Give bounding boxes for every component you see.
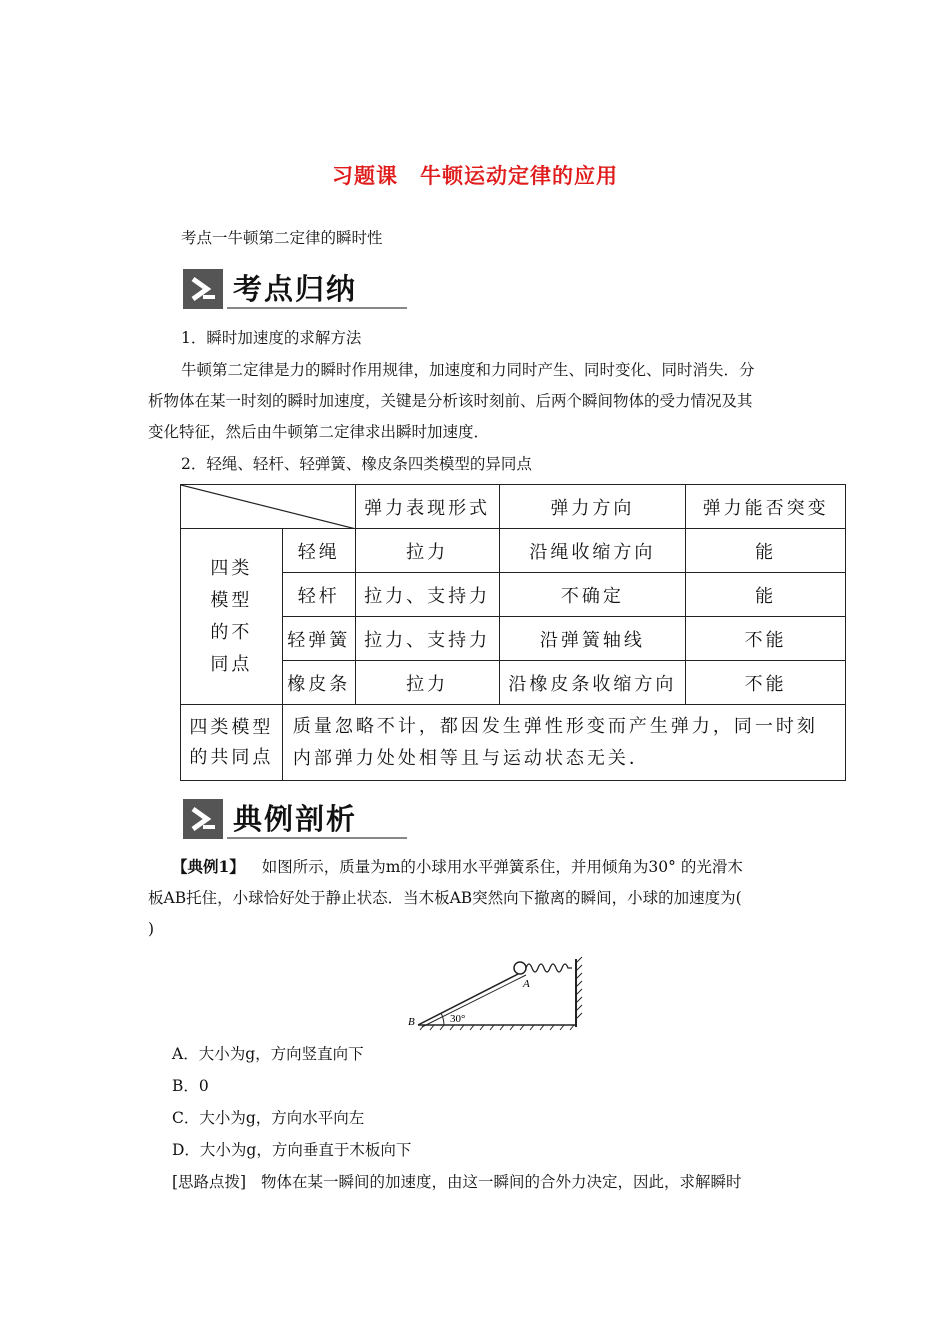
example-tag: 【典例1】 [172, 857, 245, 876]
banner-key-points [181, 265, 411, 313]
chevron-right-icon [183, 269, 223, 309]
item1-heading: 1．瞬时加速度的求解方法 [181, 329, 362, 347]
column-header: 弹力能否突变 [686, 485, 846, 529]
diagonal-corner-cell [181, 485, 356, 529]
common-label-cell [181, 705, 283, 781]
force-direction: 沿橡皮条收缩方向 [499, 661, 686, 705]
sudden-change: 能 [686, 529, 846, 573]
force-direction: 沿弹簧轴线 [499, 617, 686, 661]
banner-title: 典例剖析 [233, 802, 358, 836]
option-d: D．大小为g，方向垂直于木板向下 [172, 1141, 412, 1159]
hint-line [172, 1172, 742, 1192]
common-label-line: 四类模型 [189, 716, 274, 738]
force-direction: 沿绳收缩方向 [499, 529, 686, 573]
sudden-change: 不能 [686, 617, 846, 661]
models-table [180, 484, 846, 781]
hint-text: 物体在某一瞬间的加速度，由这一瞬间的合外力决定，因此，求解瞬时 [261, 1173, 742, 1191]
option-b: B．0 [172, 1077, 209, 1095]
common-text-line: 内部弹力处处相等且与运动状态无关． [292, 747, 650, 769]
banner-underline [227, 307, 407, 309]
force-form: 拉力、支持力 [355, 617, 499, 661]
model-name: 轻绳 [282, 529, 355, 573]
example-text: 如图所示，质量为m的小球用水平弹簧系住，并用倾角为30° 的光滑木 [261, 858, 743, 876]
item2-heading: 2．轻绳、轻杆、轻弹簧、橡皮条四类模型的异同点 [181, 455, 532, 473]
item1-line: 牛顿第二定律是力的瞬时作用规律，加速度和力同时产生、同时变化、同时消失．分 [181, 361, 755, 379]
sudden-change: 能 [686, 573, 846, 617]
column-header: 弹力方向 [499, 485, 686, 529]
option-c: C．大小为g，方向水平向左 [172, 1109, 365, 1127]
group-label-line: 同点 [210, 653, 253, 675]
item1-line: 变化特征，然后由牛顿第二定律求出瞬时加速度． [148, 423, 490, 441]
example-line [172, 857, 743, 877]
group-label-line: 四类 [210, 557, 253, 579]
incline-spring-figure [404, 955, 584, 1035]
sudden-change: 不能 [686, 661, 846, 705]
page-title: 习题课 牛顿运动定律的应用 [332, 164, 618, 188]
group-label-line: 模型 [210, 589, 253, 611]
common-text-cell [282, 705, 845, 781]
banner-underline [227, 837, 407, 839]
section-heading: 考点一牛顿第二定律的瞬时性 [181, 229, 383, 247]
force-form: 拉力、支持力 [355, 573, 499, 617]
model-name: 轻杆 [282, 573, 355, 617]
option-a: A．大小为g，方向竖直向下 [172, 1045, 364, 1063]
force-form: 拉力 [355, 529, 499, 573]
example-line: 板AB托住，小球恰好处于静止状态．当木板AB突然向下撤离的瞬间，小球的加速度为( [148, 889, 742, 907]
group-label-cell [181, 529, 283, 705]
point-a-label: A [523, 978, 530, 990]
common-label-line: 的共同点 [189, 746, 274, 768]
model-name: 橡皮条 [282, 661, 355, 705]
table-common-row [181, 705, 846, 781]
column-header: 弹力表现形式 [355, 485, 499, 529]
model-name: 轻弹簧 [282, 617, 355, 661]
point-b-label: B [408, 1016, 415, 1028]
banner-examples [181, 795, 411, 843]
force-direction: 不确定 [499, 573, 686, 617]
example-line: ) [148, 920, 155, 938]
banner-title: 考点归纳 [233, 272, 358, 306]
common-text-line: 质量忽略不计，都因发生弹性形变而产生弹力，同一时刻 [292, 715, 818, 737]
hint-tag: [思路点拨] [172, 1173, 247, 1191]
table-row [181, 529, 846, 573]
angle-label: 30° [450, 1013, 466, 1025]
item1-line: 析物体在某一时刻的瞬时加速度，关键是分析该时刻前、后两个瞬间物体的受力情况及其 [148, 392, 753, 410]
table-header-row [181, 485, 846, 529]
group-label-line: 的不 [210, 621, 253, 643]
chevron-right-icon [183, 799, 223, 839]
force-form: 拉力 [355, 661, 499, 705]
